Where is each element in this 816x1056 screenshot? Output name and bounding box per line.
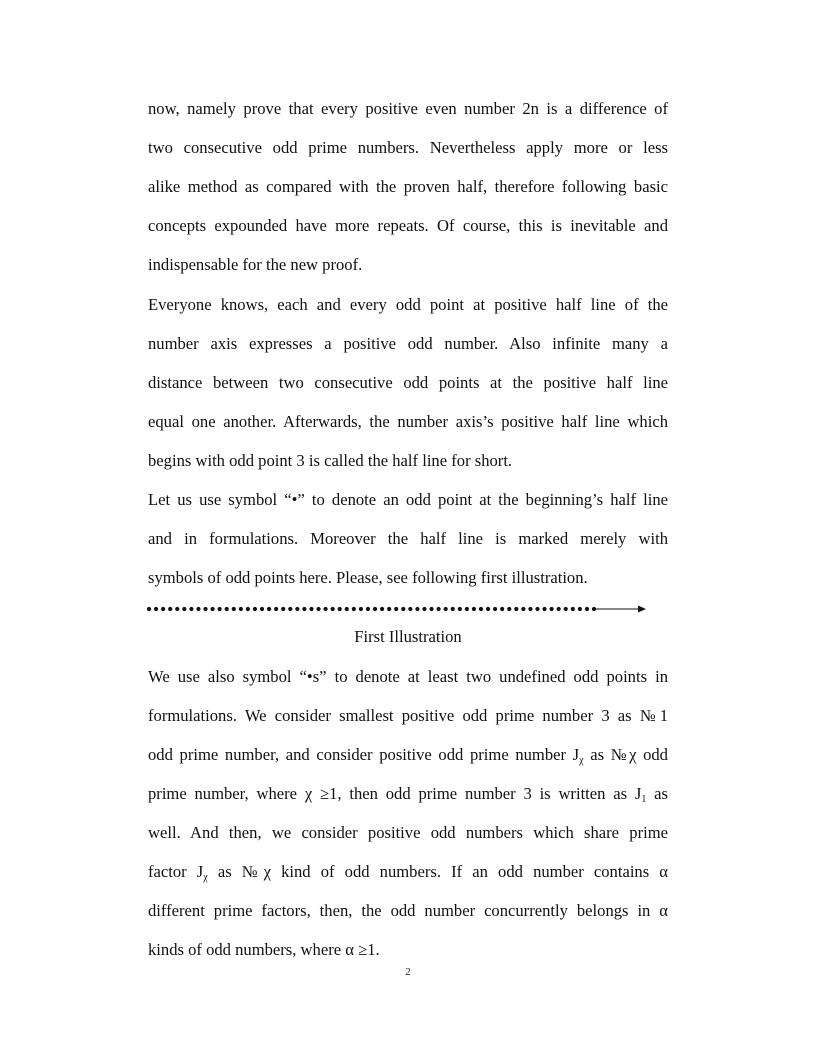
subscript: χ — [203, 872, 208, 883]
odd-point — [401, 607, 405, 611]
odd-point — [578, 607, 582, 611]
odd-point — [295, 607, 299, 611]
text-line — [148, 744, 668, 766]
odd-point — [415, 607, 419, 611]
odd-point — [316, 607, 320, 611]
odd-point — [486, 607, 490, 611]
odd-point — [260, 607, 264, 611]
odd-point — [196, 607, 200, 611]
odd-point — [331, 607, 335, 611]
text-line: indispensable for the new proof. — [148, 255, 363, 274]
odd-point — [444, 607, 448, 611]
odd-point — [564, 607, 568, 611]
odd-point — [528, 607, 532, 611]
odd-point — [189, 607, 193, 611]
odd-point — [345, 607, 349, 611]
text-segment: prime number, where χ ≥1, then odd prime number 3 is written as J — [148, 784, 642, 803]
odd-points — [147, 607, 596, 611]
odd-point — [338, 607, 342, 611]
odd-point — [225, 607, 229, 611]
odd-point — [352, 607, 356, 611]
arrow-head-icon — [638, 606, 646, 613]
text-line: kinds of odd numbers, where α ≥1. — [148, 940, 380, 959]
odd-point — [267, 607, 271, 611]
odd-point — [472, 607, 476, 611]
odd-point — [274, 607, 278, 611]
text-line: two consecutive odd prime numbers. Nevertheless apply more or less — [148, 138, 668, 157]
text-line — [148, 861, 668, 883]
figure-caption: First Illustration — [354, 627, 462, 646]
text-segment: odd prime number, and consider positive odd prime number J — [148, 745, 580, 764]
odd-point — [458, 607, 462, 611]
odd-point — [323, 607, 327, 611]
text-line: alike method as compared with the proven half, therefore following basic — [148, 177, 668, 196]
text-segment: as №χ kind of odd numbers. If an odd number contains α — [207, 862, 668, 881]
odd-point — [507, 607, 511, 611]
odd-point — [154, 607, 158, 611]
odd-point — [479, 607, 483, 611]
text-line: formulations. We consider smallest positive odd prime number 3 as №1 — [148, 706, 668, 725]
text-line: now, namely prove that every positive even number 2n is a difference of — [148, 99, 668, 118]
odd-point — [585, 607, 589, 611]
odd-point — [550, 607, 554, 611]
text-line: concepts expounded have more repeats. Of course, this is inevitable and — [148, 216, 668, 235]
odd-point — [429, 607, 433, 611]
odd-point — [168, 607, 172, 611]
odd-point — [571, 607, 575, 611]
odd-point — [366, 607, 370, 611]
odd-point — [302, 607, 306, 611]
odd-point — [493, 607, 497, 611]
odd-point — [359, 607, 363, 611]
odd-point — [288, 607, 292, 611]
text-line: symbols of odd points here. Please, see following first illustration. — [148, 568, 588, 587]
odd-point — [281, 607, 285, 611]
odd-point — [521, 607, 525, 611]
subscript: 1 — [641, 794, 647, 805]
odd-point — [535, 607, 539, 611]
odd-point — [239, 607, 243, 611]
text-line: equal one another. Afterwards, the number axis’s positive half line which — [148, 412, 668, 431]
odd-point — [500, 607, 504, 611]
odd-point — [246, 607, 250, 611]
subscript: χ — [579, 755, 584, 766]
text-line: We use also symbol “•s” to denote at least two undefined odd points in — [148, 667, 668, 686]
odd-point — [387, 607, 391, 611]
text-segment: factor J — [148, 862, 204, 881]
odd-point — [203, 607, 207, 611]
odd-point — [465, 607, 469, 611]
text-line: and in formulations. Moreover the half line is marked merely with — [148, 529, 668, 548]
half-line-illustration — [146, 600, 650, 616]
odd-point — [210, 607, 214, 611]
odd-point — [232, 607, 236, 611]
odd-point — [373, 607, 377, 611]
text-line: distance between two consecutive odd points at the positive half line — [148, 373, 668, 392]
odd-point — [408, 607, 412, 611]
odd-point — [309, 607, 313, 611]
text-line — [148, 783, 668, 805]
odd-point — [437, 607, 441, 611]
page-number: 2 — [405, 966, 411, 978]
odd-point — [557, 607, 561, 611]
odd-point — [182, 607, 186, 611]
text-line: Let us use symbol “•” to denote an odd point at the beginning’s half line — [148, 490, 668, 509]
text-line: number axis expresses a positive odd number. Also infinite many a — [148, 334, 668, 353]
odd-point — [175, 607, 179, 611]
text-line: Everyone knows, each and every odd point at positive half line of the — [148, 295, 668, 314]
odd-point — [253, 607, 257, 611]
odd-point — [542, 607, 546, 611]
text-segment: as — [646, 784, 668, 803]
text-line: different prime factors, then, the odd number concurrently belongs in α — [148, 901, 668, 920]
odd-point — [380, 607, 384, 611]
odd-point — [422, 607, 426, 611]
text-line: begins with odd point 3 is called the half line for short. — [148, 451, 513, 470]
odd-point — [147, 607, 151, 611]
text-line: well. And then, we consider positive odd numbers which share prime — [148, 823, 668, 842]
odd-point — [394, 607, 398, 611]
text-segment: as №χ odd — [583, 745, 668, 764]
odd-point — [161, 607, 165, 611]
odd-point — [514, 607, 518, 611]
odd-point — [218, 607, 222, 611]
odd-point — [451, 607, 455, 611]
